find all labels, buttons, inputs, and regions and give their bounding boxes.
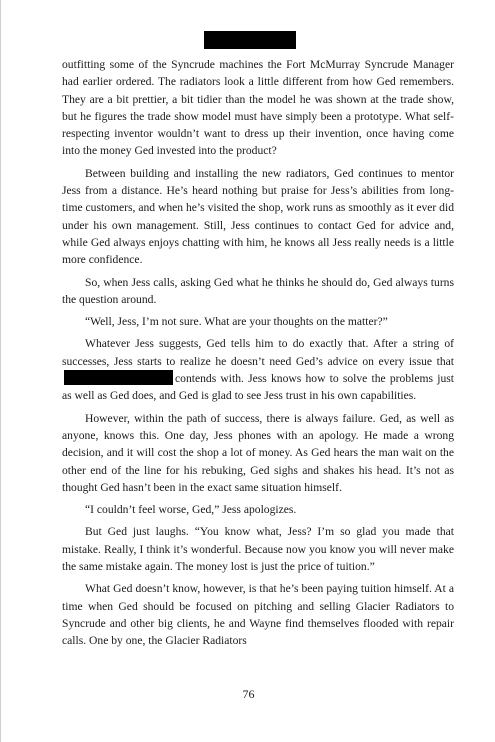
paragraph-5-after: contends with. Jess knows how to solve the problems just as well as Ged does, and Ged is glad to see Jess trust in his own capabilities. (62, 372, 454, 403)
paragraph-4: “Well, Jess, I’m not sure. What are your thoughts on the matter?” (85, 315, 388, 329)
paragraph-2: Between building and installing the new radiators, Ged continues to mentor Jess from a distance. He’s heard nothing but praise for Jess’s abilities from long-time customers, and when he’s visited the shop, work runs as smoothly as it ever did under his own management. Still, Jess continues to contact Ged for advice and, while Ged always enjoys chatting with him, he knows all Jess really needs is a little more confidence. (62, 166, 454, 267)
paragraph-8: But Ged just laughs. “You know what, Jess? I’m so glad you made that mistake. Really, I think it’s wonderful. Because now you know you will never make the same mistake again. The money lost is just the price of tuition.” (62, 525, 454, 574)
paragraph-6: However, within the path of success, there is always failure. Ged, as well as anyone, knows this. One day, Jess phones with an apology. He made a wrong decision, and it will cost the shop a lot of money. As Ged hears the man wait on the other end of the line for his rebuking, Ged sighs and shakes his head. It’s not as thought Ged hasn’t been in the exact same situation himself. (62, 411, 454, 494)
paragraph-1: outfitting some of the Syncrude machines the Fort McMurray Syncrude Manager had earlier ordered. The radiators look a little different from how Ged remembers. They are a bit prettier, a bit tidier than the model he was shown at the trade show, but he figures the trade show model must have simply been a prototype. What self-respecting inventor wouldn’t want to dress up their invention, once having come into the money Ged invested into the product? (62, 58, 454, 158)
body-text (62, 56, 454, 655)
paragraph-5 (62, 335, 454, 404)
paragraph-7: “I couldn’t feel worse, Ged,” Jess apologizes. (85, 503, 297, 517)
inline-redaction (64, 370, 173, 385)
paragraph-9: What Ged doesn’t know, however, is that he’s been paying tuition himself. At a time when Ged should be focused on pitching and selling Glacier Radiators to Syncrude and other big clients, he and Wayne find themselves flooded with repair calls. One by one, the Glacier Radiators (62, 582, 454, 648)
page-number: 76 (242, 687, 255, 701)
paragraph-5-before: Whatever Jess suggests, Ged tells him to do exactly that. After a string of successes, Jess starts to realize he doesn’t need Ged’s advice on every issue that (62, 337, 454, 368)
header-redaction (204, 31, 296, 49)
paragraph-3: So, when Jess calls, asking Ged what he thinks he should do, Ged always turns the question around. (62, 275, 454, 306)
